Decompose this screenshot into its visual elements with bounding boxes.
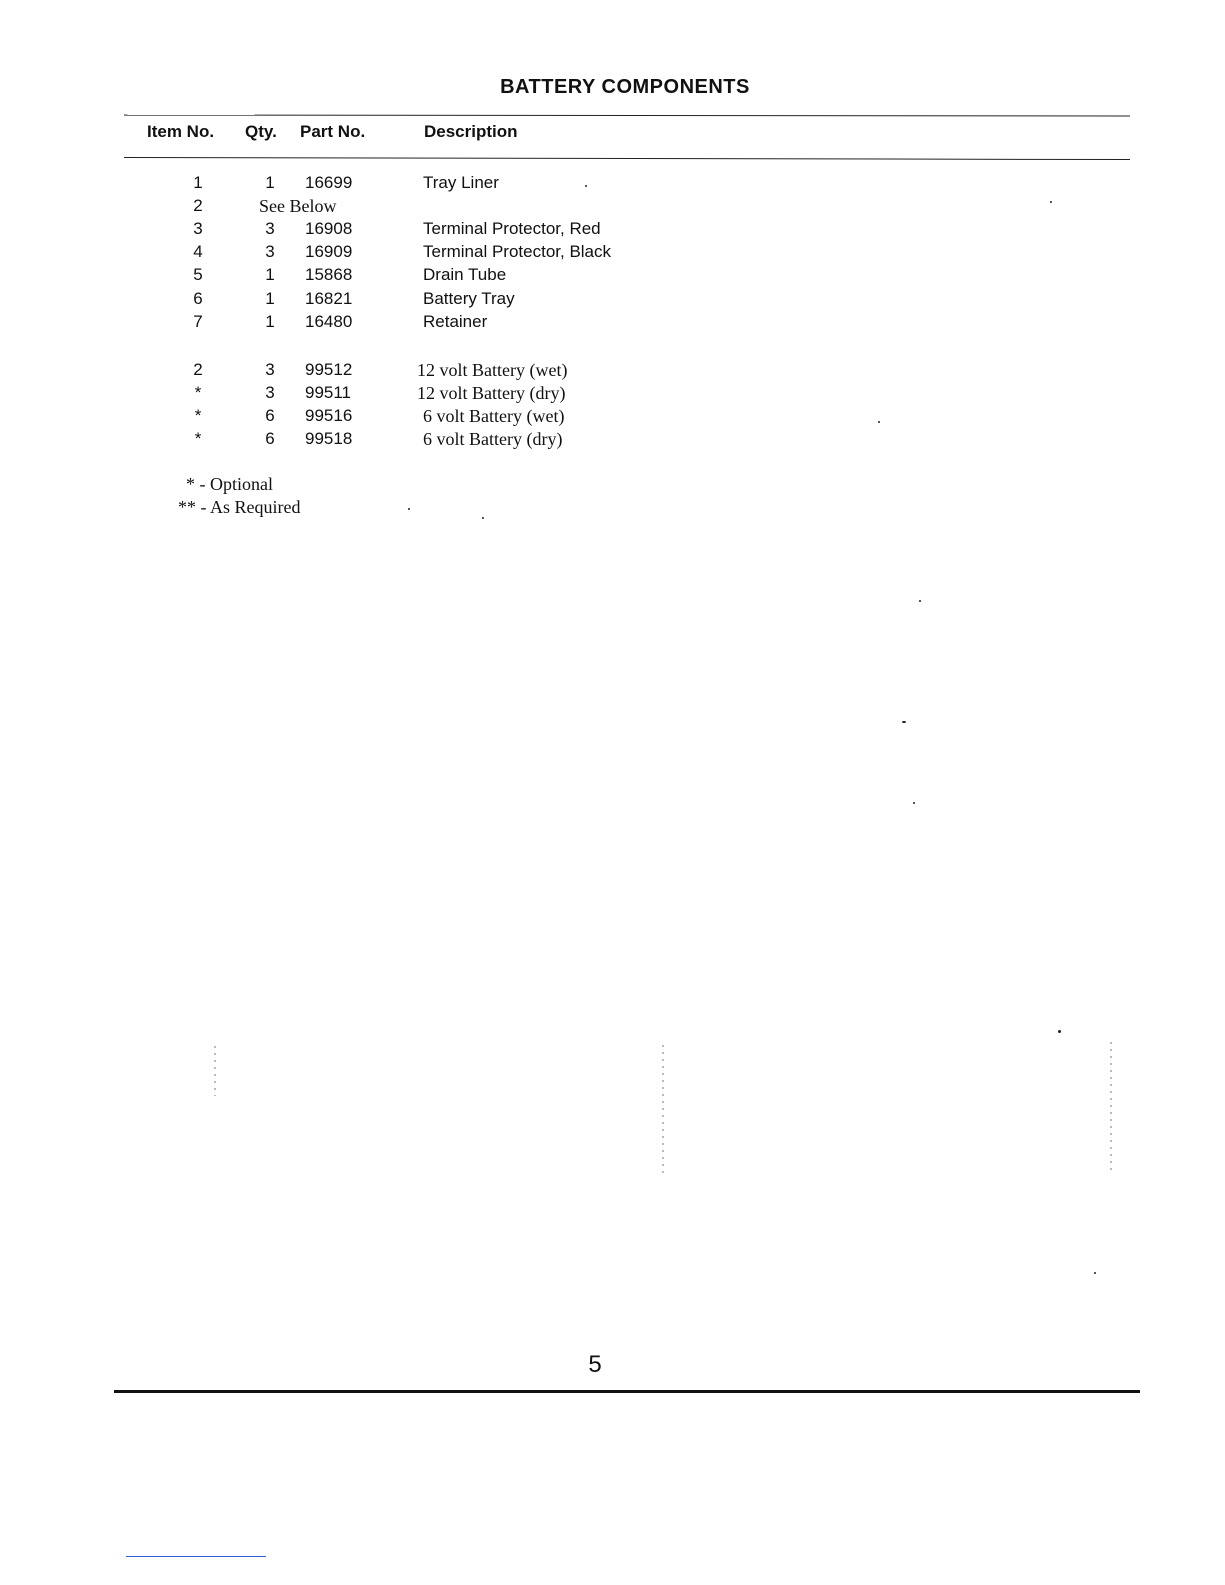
part-number: 16908 [305, 219, 353, 238]
table-row [0, 360, 1225, 383]
item-number: * [194, 429, 202, 448]
part-number: 99516 [305, 406, 353, 425]
item-number: 2 [193, 196, 203, 215]
table-row [0, 429, 1225, 452]
item-number: 5 [193, 265, 203, 284]
table-row [0, 219, 1225, 242]
scan-speck [1050, 201, 1052, 203]
scan-speck [1058, 1030, 1061, 1033]
quantity: 3 [265, 383, 275, 402]
item-number: 1 [193, 173, 203, 192]
as-required-footnote: ** - As Required [178, 497, 301, 517]
description: Battery Tray [423, 289, 515, 308]
part-number: 99512 [305, 360, 353, 379]
item-number: * [194, 383, 202, 402]
item-number: 6 [193, 289, 203, 308]
table-row [0, 196, 1225, 219]
quantity: 3 [265, 242, 275, 261]
table-row [0, 289, 1225, 312]
description: 12 volt Battery (dry) [417, 383, 566, 403]
description: 12 volt Battery (wet) [417, 360, 568, 380]
item-number: 4 [193, 242, 203, 261]
part-no-header: Part No. [300, 122, 366, 141]
part-number: 15868 [305, 265, 353, 284]
table-row [0, 312, 1225, 335]
item-no-header: Item No. [147, 122, 215, 141]
description: Tray Liner [423, 173, 499, 192]
item-number: * [194, 406, 202, 425]
table-row [0, 383, 1225, 406]
scan-artifact [662, 1045, 664, 1175]
quantity: 3 [265, 360, 275, 379]
part-number: 16480 [305, 312, 353, 331]
quantity: 1 [265, 173, 275, 192]
quantity: 1 [265, 312, 275, 331]
part-number: 99518 [305, 429, 353, 448]
scan-speck [585, 185, 587, 187]
scan-speck [919, 600, 921, 602]
description: Terminal Protector, Red [423, 219, 601, 238]
description: Terminal Protector, Black [423, 242, 612, 261]
scan-artifact [214, 1046, 216, 1096]
table-row [0, 173, 1225, 196]
scan-artifact [1110, 1042, 1112, 1172]
header-top-rule [124, 115, 1130, 117]
item-number: 7 [193, 312, 203, 331]
scan-speck [408, 508, 410, 510]
header-bottom-rule [124, 157, 1130, 160]
part-number: 16821 [305, 289, 353, 308]
optional-footnote: * - Optional [186, 474, 273, 494]
page-footer-rule [114, 1390, 1140, 1393]
description: 6 volt Battery (wet) [423, 406, 565, 426]
quantity: 1 [265, 265, 275, 284]
part-number: 16699 [305, 173, 353, 192]
table-row [0, 406, 1225, 429]
table-row [0, 265, 1225, 288]
qty-header: Qty. [245, 122, 277, 141]
scan-speck [1094, 1272, 1096, 1274]
scan-speck [878, 421, 880, 423]
description: 6 volt Battery (dry) [423, 429, 563, 449]
page-title: BATTERY COMPONENTS [500, 76, 750, 98]
quantity: 6 [265, 406, 275, 425]
page-number: 5 [588, 1351, 602, 1378]
footer-link-underline [126, 1556, 266, 1557]
quantity: See Below [259, 196, 337, 216]
quantity: 3 [265, 219, 275, 238]
table-row [0, 242, 1225, 265]
quantity: 6 [265, 429, 275, 448]
item-number: 2 [193, 360, 203, 379]
quantity: 1 [265, 289, 275, 308]
description-header: Description [424, 122, 518, 141]
scan-speck [482, 517, 484, 519]
item-number: 3 [193, 219, 203, 238]
description: Drain Tube [423, 265, 507, 284]
scan-speck [902, 721, 906, 723]
scan-speck [913, 802, 915, 804]
description: Retainer [423, 312, 488, 331]
part-number: 99511 [305, 383, 352, 402]
part-number: 16909 [305, 242, 353, 261]
